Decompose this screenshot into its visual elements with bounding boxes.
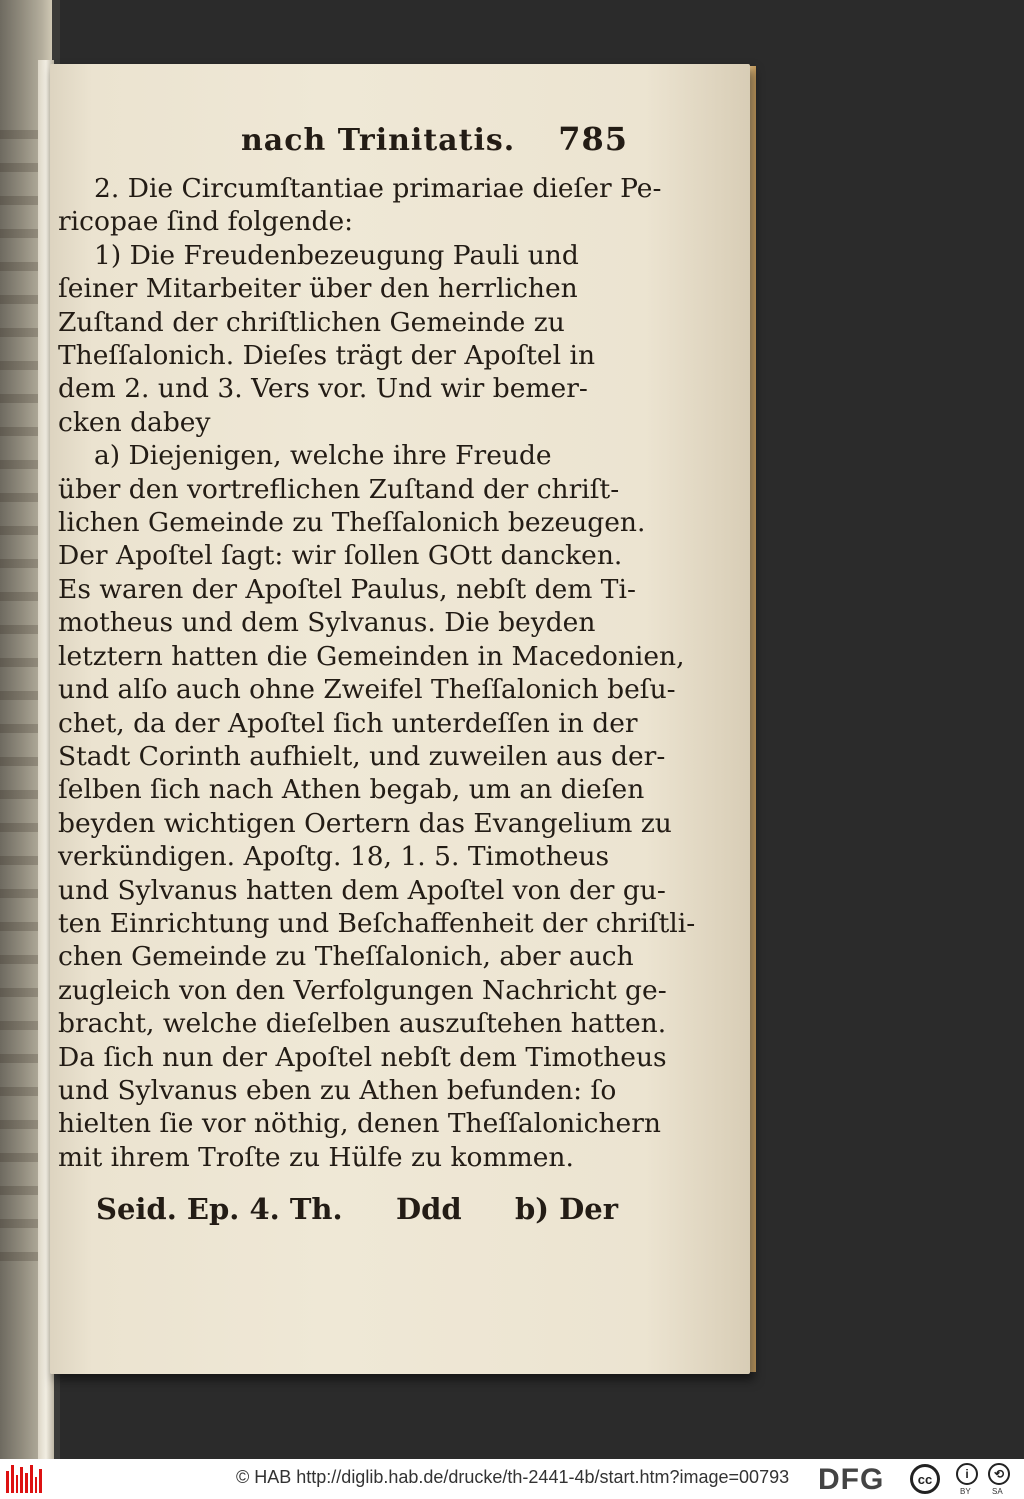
text-line: Der Apoſtel ſagt: wir ſollen GOtt dancken.: [58, 540, 623, 572]
text-line: ſeiner Mitarbeiter über den herrlichen: [58, 273, 578, 305]
text-line: Es waren der Apoſtel Paulus, nebſt dem Ti-: [58, 573, 636, 605]
text-line: mit ihrem Troſte zu Hülfe zu kommen.: [58, 1141, 574, 1173]
page-footer: [58, 1192, 618, 1226]
text-line: beyden wichtigen Oertern das Evangelium zu: [58, 807, 672, 839]
catchword: b) Der: [515, 1192, 618, 1227]
text-line: Stadt Corinth aufhielt, und zuweilen aus der-: [58, 740, 666, 772]
text-line: dem 2. und 3. Vers vor. Und wir bemer-: [58, 373, 588, 405]
paragraph-3: [58, 439, 696, 1174]
text-line: und Sylvanus eben zu Athen befunden: ſo: [58, 1074, 617, 1106]
text-line: ten Einrichtung und Beſchaffenheit der chriſtli-: [58, 907, 696, 939]
page-text: [58, 120, 696, 1227]
paragraph-2: [58, 239, 624, 439]
hab-logo-icon: [6, 1465, 42, 1493]
running-header: [66, 120, 628, 158]
text-line: Zuſtand der chriſtlichen Gemeinde zu: [58, 306, 565, 338]
cc-license-icon[interactable]: cc: [910, 1464, 940, 1494]
text-line: zugleich von den Verfolgungen Nachricht ge-: [58, 974, 667, 1006]
text-line: a) Diejenigen, welche ihre Freude: [94, 440, 552, 472]
gathering-mark: Ddd: [395, 1192, 462, 1227]
text-line: Theſſalonich. Dieſes trägt der Apoſtel in: [58, 340, 596, 372]
text-line: ſelben ſich nach Athen begab, um an dieſen: [58, 774, 645, 806]
text-line: cken dabey: [58, 406, 211, 438]
text-line: Da ſich nun der Apoſtel nebſt dem Timotheus: [58, 1041, 667, 1073]
page-number: 785: [558, 120, 628, 158]
by-label: BY: [960, 1487, 971, 1496]
paragraph-1: [58, 172, 662, 239]
text-line: 2. Die Circumſtantiae primariae dieſer Pe-: [94, 173, 662, 204]
running-head: nach Trinitatis.: [241, 123, 516, 158]
text-line: chen Gemeinde zu Theſſalonich, aber auch: [58, 941, 634, 973]
text-line: letztern hatten die Gemeinden in Macedonien,: [58, 640, 685, 672]
text-line: hielten ſie vor nöthig, denen Theſſalonichern: [58, 1108, 661, 1140]
text-line: lichen Gemeinde zu Theſſalonich bezeugen.: [58, 507, 646, 539]
text-line: chet, da der Apoſtel ſich unterdeſſen in der: [58, 707, 638, 739]
text-line: über den vortreflichen Zuſtand der chriſt-: [58, 473, 620, 505]
text-line: und Sylvanus hatten dem Apoſtel von der gu-: [58, 874, 666, 906]
previous-page-text-shadow: [0, 130, 40, 1280]
text-line: 1) Die Freudenbezeugung Pauli und: [94, 239, 579, 271]
text-line: ricopae ſind folgende:: [58, 206, 354, 238]
text-line: motheus und dem Sylvanus. Die beyden: [58, 607, 596, 639]
dfg-logo: DFG: [818, 1463, 885, 1496]
copyright-link[interactable]: © HAB http://diglib.hab.de/drucke/th-2441-4b/start.htm?image=00793: [236, 1467, 790, 1487]
sa-label: SA: [992, 1487, 1003, 1496]
bottom-bar: [0, 1459, 1024, 1499]
text-line: und alſo auch ohne Zweifel Theſſalonich beſu-: [58, 674, 676, 706]
sa-share-alike-icon[interactable]: ⟲: [988, 1463, 1010, 1485]
signature-mark: Seid. Ep. 4. Th.: [96, 1192, 343, 1227]
by-person-icon[interactable]: i: [956, 1463, 978, 1485]
text-line: bracht, welche dieſelben auszuſtehen hatten.: [58, 1008, 667, 1040]
text-line: verkündigen. Apoſtg. 18, 1. 5. Timotheus: [58, 841, 610, 873]
